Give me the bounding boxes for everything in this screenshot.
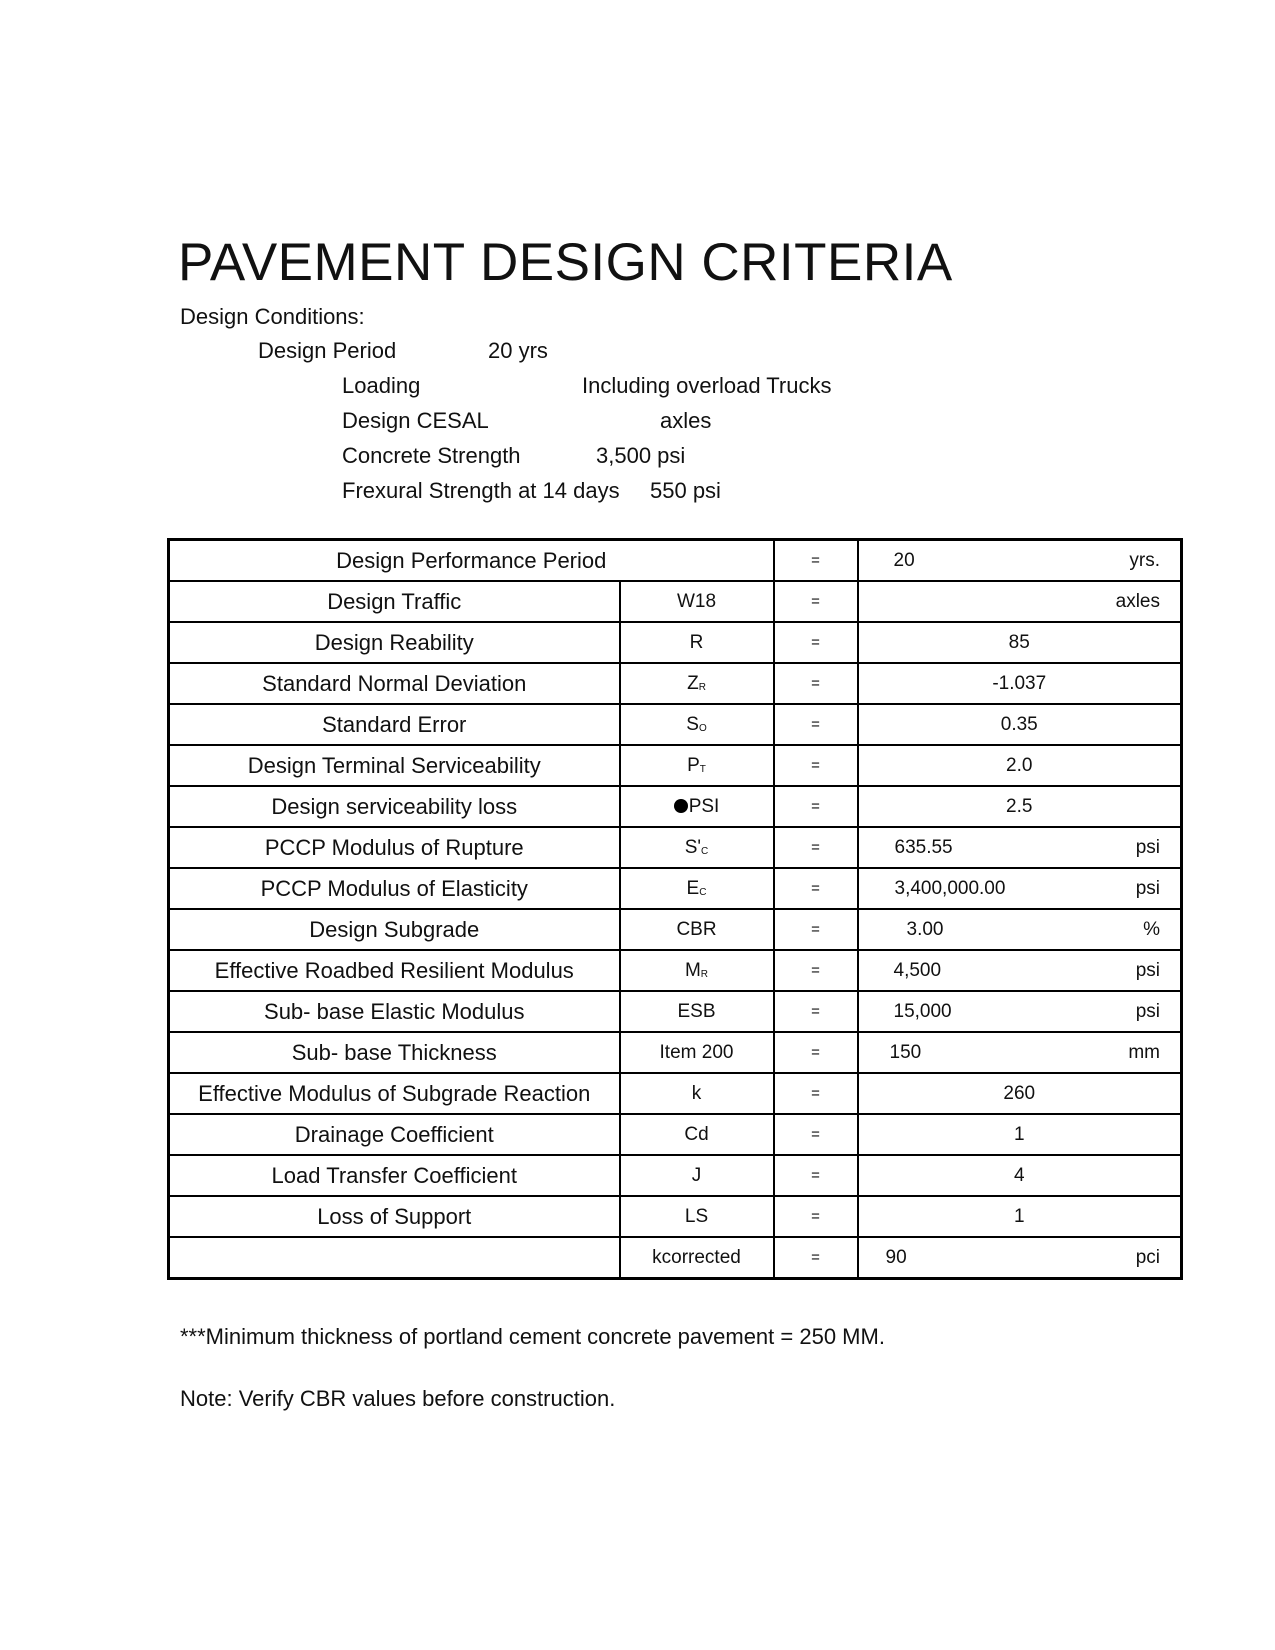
row-description: Drainage Coefficient: [169, 1114, 620, 1155]
equals-sign: =: [774, 622, 858, 663]
equals-sign: =: [774, 1196, 858, 1237]
row-symbol: [620, 1114, 774, 1155]
row-value: 1: [1013, 1123, 1025, 1145]
symbol-text: J: [691, 1164, 702, 1186]
row-value-cell: [858, 704, 1182, 745]
table-row: [169, 704, 1182, 745]
row-value-cell: [858, 581, 1182, 622]
condition-value: axles: [660, 408, 712, 433]
row-unit: yrs.: [1129, 549, 1160, 571]
row-value: 3,400,000.00: [894, 877, 1006, 899]
symbol-text: M: [684, 959, 701, 981]
row-unit: axles: [1115, 590, 1160, 612]
minimum-thickness-footnote: ***Minimum thickness of portland cement concrete pavement = 250 MM.: [180, 1324, 885, 1349]
symbol-text: S: [686, 713, 699, 735]
condition-value: 3,500 psi: [596, 443, 686, 468]
row-symbol: [620, 1237, 774, 1279]
table-row: [169, 1237, 1182, 1279]
equals-sign: =: [774, 950, 858, 991]
row-description: Effective Roadbed Resilient Modulus: [169, 950, 620, 991]
symbol-subscript: R: [698, 681, 706, 693]
row-value-cell: [858, 622, 1182, 663]
row-description: Standard Error: [169, 704, 620, 745]
equals-sign: =: [774, 704, 858, 745]
row-symbol: [620, 950, 774, 991]
condition-label: Design Period: [258, 338, 397, 363]
table-row: [169, 581, 1182, 622]
row-symbol: [620, 704, 774, 745]
row-symbol: [620, 1032, 774, 1073]
cbr-note: Note: Verify CBR values before construction.: [180, 1386, 616, 1411]
row-value-cell: [858, 1155, 1182, 1196]
row-description: Standard Normal Deviation: [169, 663, 620, 704]
row-description: Loss of Support: [169, 1196, 620, 1237]
symbol-text: Item 200: [659, 1041, 734, 1063]
table-row: [169, 663, 1182, 704]
row-unit: mm: [1128, 1041, 1160, 1063]
symbol-text: ESB: [677, 1000, 716, 1022]
symbol-text: S': [684, 836, 702, 858]
table-row: [169, 1032, 1182, 1073]
row-value-cell: [858, 1237, 1182, 1279]
symbol-text: Z: [687, 672, 699, 694]
condition-label: Design CESAL: [342, 408, 489, 433]
equals-sign: =: [774, 868, 858, 909]
symbol-subscript: C: [701, 845, 709, 857]
table-row: [169, 827, 1182, 868]
row-symbol: [620, 868, 774, 909]
row-description: Design Reability: [169, 622, 620, 663]
row-description: Design serviceability loss: [169, 786, 620, 827]
row-symbol: [620, 1155, 774, 1196]
equals-sign: =: [774, 909, 858, 950]
equals-sign: =: [774, 663, 858, 704]
row-value: 4,500: [893, 959, 942, 981]
design-conditions-heading: Design Conditions:: [180, 304, 365, 329]
row-description: Sub- base Thickness: [169, 1032, 620, 1073]
row-description: Effective Modulus of Subgrade Reaction: [169, 1073, 620, 1114]
table-row: [169, 1114, 1182, 1155]
row-description: PCCP Modulus of Elasticity: [169, 868, 620, 909]
condition-label: Loading: [342, 373, 421, 398]
row-value: 1: [1013, 1205, 1025, 1227]
row-value-cell: [858, 1032, 1182, 1073]
symbol-text: PSI: [688, 795, 720, 817]
row-description: Design Performance Period: [169, 540, 774, 582]
equals-sign: =: [774, 1155, 858, 1196]
row-symbol: [620, 663, 774, 704]
table-row: [169, 540, 1182, 582]
row-value: 4: [1013, 1164, 1025, 1186]
row-symbol: [620, 745, 774, 786]
row-unit: pci: [1135, 1246, 1160, 1268]
row-value: 15,000: [893, 1000, 952, 1022]
row-value: 0.35: [1000, 713, 1038, 735]
table-row: [169, 868, 1182, 909]
row-unit: psi: [1135, 959, 1160, 981]
row-value: 2.5: [1006, 795, 1033, 817]
row-value-cell: [858, 909, 1182, 950]
row-description: Sub- base Elastic Modulus: [169, 991, 620, 1032]
row-description: Load Transfer Coefficient: [169, 1155, 620, 1196]
table-row: [169, 1073, 1182, 1114]
row-value-cell: [858, 1196, 1182, 1237]
condition-value: 550 psi: [650, 478, 721, 503]
row-value-cell: [858, 745, 1182, 786]
row-unit: psi: [1135, 1000, 1160, 1022]
row-value-cell: [858, 1114, 1182, 1155]
row-symbol: [620, 909, 774, 950]
equals-sign: =: [774, 1114, 858, 1155]
table-row: [169, 786, 1182, 827]
row-value-cell: [858, 950, 1182, 991]
condition-label: Concrete Strength: [342, 443, 521, 468]
symbol-text: P: [687, 754, 700, 776]
row-value-cell: [858, 1073, 1182, 1114]
equals-sign: =: [774, 540, 858, 582]
equals-sign: =: [774, 745, 858, 786]
row-value: 3.00: [906, 918, 944, 940]
symbol-subscript: R: [700, 968, 709, 980]
row-description: PCCP Modulus of Rupture: [169, 827, 620, 868]
row-unit: %: [1143, 918, 1160, 940]
delta-icon: [674, 799, 688, 813]
table-row: [169, 991, 1182, 1032]
row-value-cell: [858, 868, 1182, 909]
row-value: 2.0: [1006, 754, 1033, 776]
row-value: 85: [1008, 631, 1030, 653]
symbol-subscript: C: [699, 886, 707, 898]
row-value: 20: [893, 549, 915, 571]
symbol-text: Cd: [684, 1123, 709, 1145]
table-row: [169, 1196, 1182, 1237]
row-value: -1.037: [992, 672, 1047, 694]
equals-sign: =: [774, 581, 858, 622]
row-value-cell: [858, 827, 1182, 868]
row-description: Design Traffic: [169, 581, 620, 622]
symbol-text: R: [689, 631, 704, 653]
condition-value: Including overload Trucks: [582, 373, 832, 398]
symbol-text: CBR: [676, 918, 717, 940]
row-value-cell: [858, 991, 1182, 1032]
row-symbol: [620, 622, 774, 663]
equals-sign: =: [774, 786, 858, 827]
symbol-text: E: [686, 877, 700, 899]
equals-sign: =: [774, 827, 858, 868]
row-symbol: [620, 1073, 774, 1114]
row-description: Design Subgrade: [169, 909, 620, 950]
row-symbol: [620, 786, 774, 827]
row-value: 150: [889, 1041, 922, 1063]
row-unit: psi: [1135, 836, 1160, 858]
row-symbol: [620, 1196, 774, 1237]
equals-sign: =: [774, 1073, 858, 1114]
design-criteria-table: [167, 538, 1183, 1280]
symbol-text: W18: [676, 590, 717, 612]
symbol-subscript: O: [698, 722, 707, 734]
symbol-text: k: [691, 1082, 702, 1104]
table-row: [169, 909, 1182, 950]
symbol-text: LS: [684, 1205, 709, 1227]
row-value: 635.55: [894, 836, 953, 858]
row-symbol: [620, 581, 774, 622]
row-value-cell: [858, 540, 1182, 582]
row-value: 90: [885, 1246, 907, 1268]
row-value-cell: [858, 663, 1182, 704]
row-value-cell: [858, 786, 1182, 827]
symbol-subscript: T: [699, 763, 706, 775]
equals-sign: =: [774, 1237, 858, 1279]
row-description: [169, 1237, 620, 1279]
symbol-text: kcorrected: [652, 1246, 741, 1268]
table-row: [169, 622, 1182, 663]
table-row: [169, 950, 1182, 991]
table-row: [169, 745, 1182, 786]
equals-sign: =: [774, 1032, 858, 1073]
table-row: [169, 1155, 1182, 1196]
row-value: 260: [1003, 1082, 1036, 1104]
condition-value: 20 yrs: [488, 338, 548, 363]
row-symbol: [620, 827, 774, 868]
row-unit: psi: [1135, 877, 1160, 899]
condition-label: Frexural Strength at 14 days: [342, 478, 620, 503]
row-symbol: [620, 991, 774, 1032]
equals-sign: =: [774, 991, 858, 1032]
row-description: Design Terminal Serviceability: [169, 745, 620, 786]
page-title: PAVEMENT DESIGN CRITERIA: [178, 233, 953, 292]
